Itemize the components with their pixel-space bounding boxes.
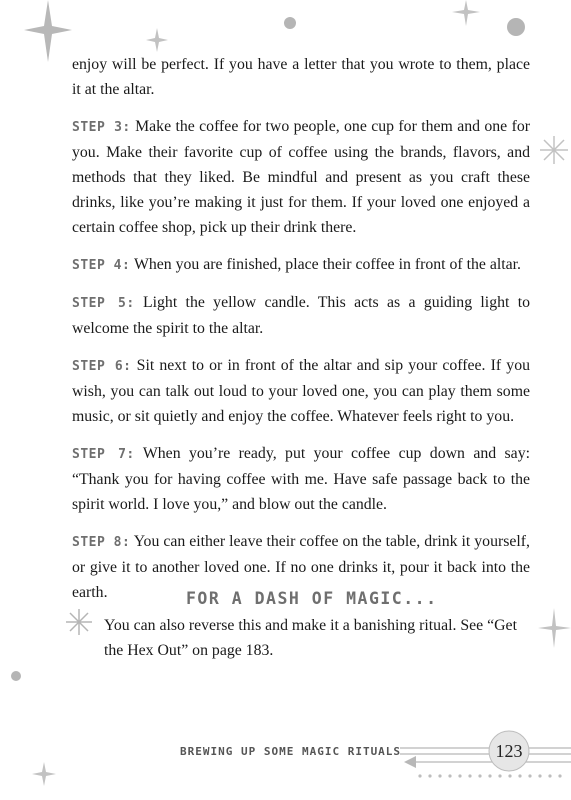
decorative-dot-icon [11,671,21,681]
sparkle-star-icon [538,608,571,648]
sparkle-star-icon [24,0,72,62]
running-footer-title: BREWING UP SOME MAGIC RITUALS [180,745,402,758]
decorative-dot-icon [507,18,525,36]
step-paragraph [72,252,530,278]
step-paragraph [72,290,530,341]
dash-of-magic-heading: FOR A DASH OF MAGIC... [186,589,438,608]
arrow-left-icon [404,756,416,768]
step-label: STEP 3: [72,120,131,135]
body-text [72,52,530,617]
dotted-row-icon [418,774,561,777]
step-text: You can either leave their coffee on the table, drink it yourself, or give it to another loved one. If no one drinks it, pour it back into the earth. [72,533,530,601]
starburst-icon [540,136,568,164]
step-label: STEP 4: [72,258,131,273]
step-text: When you are finished, place their coffee in front of the altar. [133,256,521,273]
step-text: Light the yellow candle. This acts as a guiding light to welcome the spirit to the altar. [72,294,530,337]
step-text: When you’re ready, put your coffee cup down and say: “Thank you for having coffee with me. Have safe passage back to the spirit world. I love you,” and blow out the candle. [72,445,530,513]
dash-of-magic-text: You can also reverse this and make it a banishing ritual. See “Get the Hex Out” on page 183. [104,617,517,659]
step-paragraph [72,114,530,240]
step-paragraph [72,353,530,429]
step-paragraph [72,441,530,517]
sparkle-star-icon [32,762,56,786]
step-text: Make the coffee for two people, one cup for them and one for you. Make their favorite cup of coffee using the brands, flavors, and methods that they liked. Be mindful and present as you craft these drinks, like you’re making it just for them. If your loved one enjoyed a certain coffee shop, pick up their drink there. [72,118,531,236]
page-number: 123 [495,741,523,761]
decorative-dot-icon [284,17,296,29]
sparkle-star-icon [146,28,168,52]
step-label: STEP 8: [72,535,131,550]
step-label: STEP 6: [72,359,132,374]
step-label: STEP 7: [72,447,135,462]
footer-rule-icon [400,748,571,762]
sparkle-star-icon [452,0,480,26]
step-label: STEP 5: [72,296,135,311]
step-text: Sit next to or in front of the altar and sip your coffee. If you wish, you can talk out loud to your loved one, you can play them some music, or sit quietly and enjoy the coffee. Whatever feels right to you. [72,357,531,425]
intro-paragraph: enjoy will be perfect. If you have a letter that you wrote to them, place it at the altar. [72,56,530,98]
